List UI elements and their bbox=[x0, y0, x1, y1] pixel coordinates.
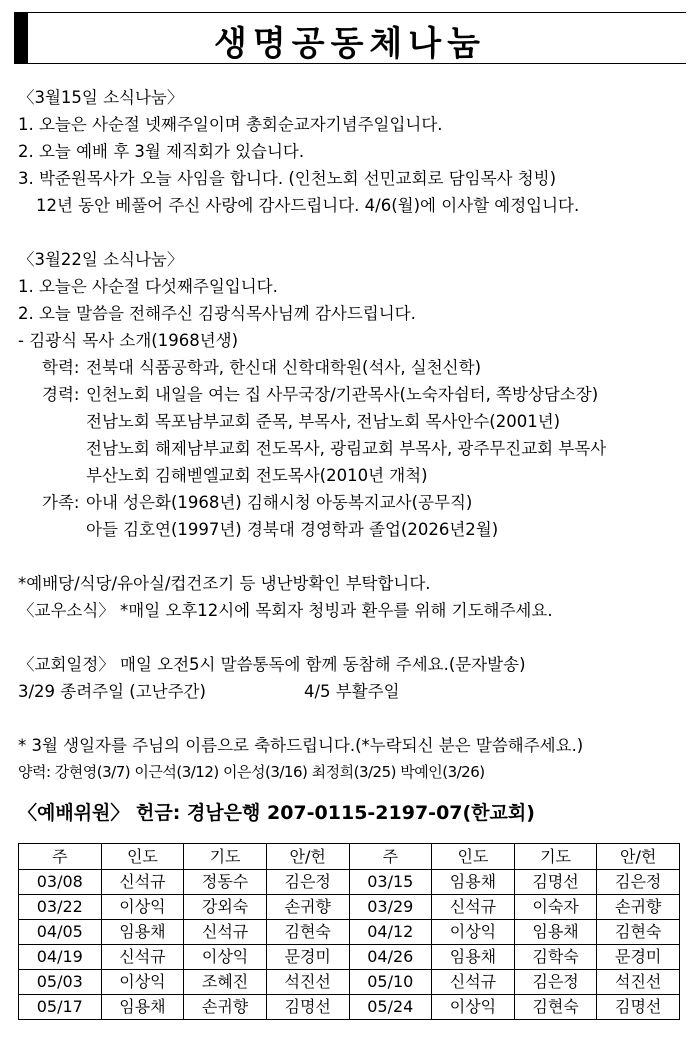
march15-item: 12년 동안 베풀어 주신 사랑에 감사드립니다. 4/6(월)에 이사할 예정입니다. bbox=[36, 196, 580, 215]
career-text: 부산노회 김해벧엘교회 전도목사(2010년 개척) bbox=[86, 466, 428, 485]
table-cell: 김명선 bbox=[266, 995, 349, 1020]
table-cell: 03/15 bbox=[349, 870, 432, 895]
notice-heating: *예배당/식당/유아실/컵건조기 등 냉난방확인 부탁합니다. bbox=[18, 574, 431, 593]
table-cell: 03/29 bbox=[349, 895, 432, 920]
worship-committee-table bbox=[18, 843, 680, 1020]
table-row bbox=[19, 870, 680, 895]
family-text: 아들 김호연(1997년) 경북대 경영학과 졸업(2026년2월) bbox=[86, 520, 499, 539]
table-cell: 05/03 bbox=[19, 970, 102, 995]
table-cell: 03/08 bbox=[19, 870, 102, 895]
schedule-item: 4/5 부활주일 bbox=[304, 682, 400, 701]
column-header: 안/헌 bbox=[266, 844, 349, 870]
march22-heading: 〈3월22일 소식나눔〉 bbox=[18, 250, 184, 269]
table-cell: 손귀향 bbox=[266, 895, 349, 920]
table-cell: 문경미 bbox=[266, 945, 349, 970]
table-cell: 신석규 bbox=[101, 945, 184, 970]
table-cell: 김명선 bbox=[514, 870, 597, 895]
education-text: 전북대 식품공학과, 한신대 신학대학원(석사, 실천신학) bbox=[86, 358, 482, 377]
table-header-row bbox=[19, 844, 680, 870]
pastor-career bbox=[18, 381, 688, 408]
schedule-heading: 〈교회일정〉 매일 오전5시 말씀통독에 함께 동참해 주세요.(문자발송) bbox=[18, 655, 526, 674]
table-cell: 석진선 bbox=[597, 970, 680, 995]
march22-item: 1. 오늘은 사순절 다섯째주일입니다. bbox=[18, 277, 278, 296]
table-cell: 신석규 bbox=[432, 895, 515, 920]
table-cell: 임용채 bbox=[514, 920, 597, 945]
table-cell: 04/26 bbox=[349, 945, 432, 970]
table-cell: 이숙자 bbox=[514, 895, 597, 920]
career-text: 전남노회 목포남부교회 준목, 부목사, 전남노회 목사안수(2001년) bbox=[86, 412, 561, 431]
pastor-education bbox=[18, 354, 688, 381]
table-cell: 임용채 bbox=[101, 995, 184, 1020]
table-cell: 이상익 bbox=[432, 995, 515, 1020]
table-row bbox=[19, 920, 680, 945]
table-row bbox=[19, 945, 680, 970]
bulletin-content bbox=[18, 84, 688, 827]
table-cell: 김현숙 bbox=[266, 920, 349, 945]
table-cell: 김명선 bbox=[597, 995, 680, 1020]
table-cell: 05/24 bbox=[349, 995, 432, 1020]
march15-item: 1. 오늘은 사순절 넷째주일이며 총회순교자기념주일입니다. bbox=[18, 115, 443, 134]
column-header: 인도 bbox=[432, 844, 515, 870]
pastor-family bbox=[18, 489, 688, 516]
table-cell: 김현숙 bbox=[597, 920, 680, 945]
table-cell: 이상익 bbox=[432, 920, 515, 945]
march15-heading: 〈3월15일 소식나눔〉 bbox=[18, 88, 184, 107]
table-cell: 김은정 bbox=[266, 870, 349, 895]
table-cell: 신석규 bbox=[432, 970, 515, 995]
table-row bbox=[19, 970, 680, 995]
table-cell: 04/19 bbox=[19, 945, 102, 970]
table-cell: 김은정 bbox=[597, 870, 680, 895]
table-cell: 임용채 bbox=[101, 920, 184, 945]
march15-item: 2. 오늘 예배 후 3월 제직회가 있습니다. bbox=[18, 142, 305, 161]
table-cell: 임용채 bbox=[432, 945, 515, 970]
table-cell: 김은정 bbox=[514, 970, 597, 995]
table-cell: 이상익 bbox=[101, 895, 184, 920]
schedule-item: 3/29 종려주일 (고난주간) bbox=[18, 682, 206, 701]
education-label: 학력: bbox=[42, 358, 80, 377]
career-text: 인천노회 내일을 여는 집 사무국장/기관목사(노숙자쉼터, 쪽방상담소장) bbox=[86, 385, 599, 404]
table-cell: 강외숙 bbox=[184, 895, 267, 920]
table-cell: 김현숙 bbox=[514, 995, 597, 1020]
birthday-list: 양력: 강현영(3/7) 이근석(3/12) 이은성(3/16) 최정희(3/25) 박예인(3/26) bbox=[18, 763, 485, 781]
column-header: 주 bbox=[19, 844, 102, 870]
family-text: 아내 성은화(1968년) 김해시청 아동복지교사(공무직) bbox=[86, 493, 473, 512]
column-header: 인도 bbox=[101, 844, 184, 870]
career-text: 전남노회 해제남부교회 전도목사, 광림교회 부목사, 광주무진교회 부목사 bbox=[86, 439, 607, 458]
family-label: 가족: bbox=[42, 493, 80, 512]
table-cell: 05/10 bbox=[349, 970, 432, 995]
notice-members: 〈교우소식〉 *매일 오후12시에 목회자 청빙과 환우를 위해 기도해주세요. bbox=[18, 601, 553, 620]
column-header: 기도 bbox=[514, 844, 597, 870]
table-cell: 석진선 bbox=[266, 970, 349, 995]
march22-item: 2. 오늘 말씀을 전해주신 김광식목사님께 감사드립니다. bbox=[18, 304, 416, 323]
table-cell: 05/17 bbox=[19, 995, 102, 1020]
schedule-items bbox=[18, 678, 688, 705]
table-cell: 이상익 bbox=[101, 970, 184, 995]
table-cell: 김학숙 bbox=[514, 945, 597, 970]
table-cell: 신석규 bbox=[101, 870, 184, 895]
table-row bbox=[19, 995, 680, 1020]
table-cell: 손귀향 bbox=[184, 995, 267, 1020]
table-cell: 문경미 bbox=[597, 945, 680, 970]
page-title: 생명공동체나눔 bbox=[214, 24, 486, 64]
page-header bbox=[14, 12, 686, 64]
table-cell: 손귀향 bbox=[597, 895, 680, 920]
career-label: 경력: bbox=[42, 385, 80, 404]
column-header: 주 bbox=[349, 844, 432, 870]
column-header: 기도 bbox=[184, 844, 267, 870]
march15-item: 3. 박준원목사가 오늘 사임을 합니다. (인천노회 선민교회로 담임목사 청빙) bbox=[18, 169, 557, 188]
worship-committee-heading: 〈예배위원〉 헌금: 경남은행 207-0115-2197-07(한교회) bbox=[18, 802, 535, 824]
birthday-heading: * 3월 생일자를 주님의 이름으로 축하드립니다.(*누락되신 분은 말씀해주세요.) bbox=[18, 736, 584, 755]
table-cell: 임용채 bbox=[432, 870, 515, 895]
table-cell: 04/12 bbox=[349, 920, 432, 945]
pastor-intro: - 김광식 목사 소개(1968년생) bbox=[18, 331, 239, 350]
table-cell: 이상익 bbox=[184, 945, 267, 970]
table-cell: 신석규 bbox=[184, 920, 267, 945]
column-header: 안/헌 bbox=[597, 844, 680, 870]
table-cell: 04/05 bbox=[19, 920, 102, 945]
table-cell: 정동수 bbox=[184, 870, 267, 895]
table-row bbox=[19, 895, 680, 920]
table-cell: 03/22 bbox=[19, 895, 102, 920]
table-cell: 조혜진 bbox=[184, 970, 267, 995]
